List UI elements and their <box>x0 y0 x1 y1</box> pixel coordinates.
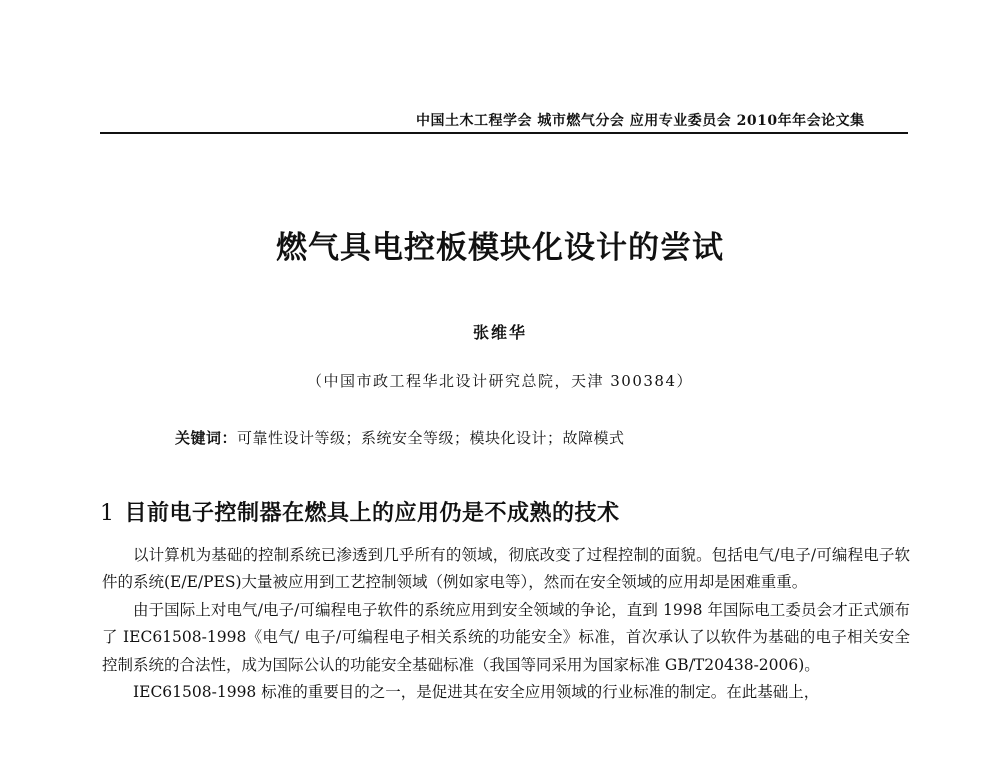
author-affiliation: （中国市政工程华北设计研究总院，天津 300384） <box>306 372 694 390</box>
section-title: 目前电子控制器在燃具上的应用仍是不成熟的技术 <box>124 501 620 526</box>
section-body <box>102 542 910 706</box>
author-name: 张维华 <box>472 323 527 342</box>
keywords-list: 可靠性设计等级；系统安全等级；模块化设计；故障模式 <box>237 429 625 447</box>
body-paragraph: 由于国际上对电气/电子/可编程电子软件的系统应用到安全领域的争论，直到 1998 年国际电工委员会才正式颁布了 IEC61508-1998《电气/ 电子/可编程电子相关系统的功能安全》标准，首次承认了以软件为基础的电子相关安全控制系统的合法性，成为国际公认的功能安全基础标准（我国等同采用为国家标准 GB/T20438-2006)。 <box>102 600 910 674</box>
paper-title: 燃气具电控板模块化设计的尝试 <box>276 230 724 266</box>
running-head: 中国土木工程学会 城市燃气分会 应用专业委员会 2010年年会论文集 <box>416 113 865 129</box>
section-heading <box>100 496 920 527</box>
body-paragraph: IEC61508-1998 标准的重要目的之一，是促进其在安全应用领域的行业标准的制定。在此基础上， <box>133 683 820 702</box>
body-paragraph: 以计算机为基础的控制系统已渗透到几乎所有的领域，彻底改变了过程控制的面貌。包括电气/电子/可编程电子软件的系统(E/E/PES)大量被应用到工艺控制领域（例如家电等），然而在安全领域的应用却是困难重重。 <box>102 546 910 592</box>
section-number: 1 <box>100 501 115 526</box>
keywords-label: 关键词： <box>175 429 238 447</box>
keywords <box>175 427 875 448</box>
header-rule <box>100 132 908 134</box>
